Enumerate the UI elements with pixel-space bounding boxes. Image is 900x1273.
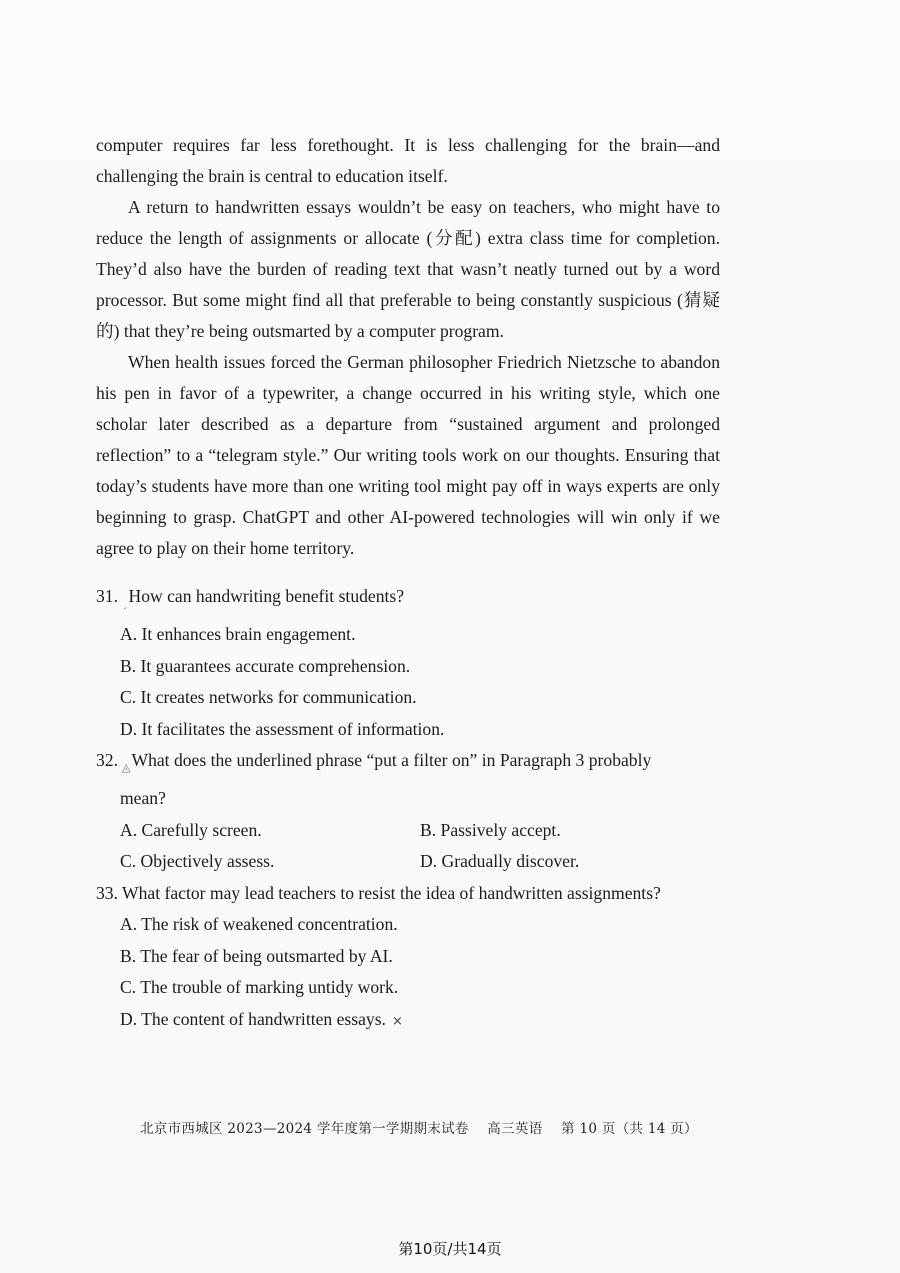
page-counter: 第10页/共14页 [398, 1240, 502, 1258]
option-b: B. The fear of being outsmarted by AI. [120, 945, 393, 966]
option-d: D. It facilitates the assessment of information. [120, 718, 445, 739]
pencil-mark-icon: ◬ [122, 760, 131, 774]
option-d: D. The content of handwritten essays. [120, 1008, 386, 1029]
option-row [96, 815, 726, 847]
option-c: C. The trouble of marking untidy work. [120, 977, 399, 998]
question-number: 33. [96, 882, 118, 903]
exam-footer [140, 1117, 698, 1137]
question-stem [96, 745, 726, 783]
exam-subject: 高三英语 [487, 1121, 543, 1137]
question-33 [96, 878, 726, 1038]
cross-mark-icon: × [391, 1013, 403, 1029]
option-d: D. Gradually discover. [420, 851, 580, 872]
question-text-continued: mean? [120, 788, 166, 809]
option-a: A. It enhances brain engagement. [120, 624, 356, 645]
exam-title: 北京市西城区 2023—2024 学年度第一学期期末试卷 [140, 1121, 469, 1137]
question-stem [96, 878, 726, 910]
option-c: C. It creates networks for communication. [120, 687, 417, 708]
question-number: 31. [96, 586, 118, 606]
option-c: C. Objectively assess. [120, 851, 275, 872]
paragraph-3: When health issues forced the German philosopher Friedrich Nietzsche to abandon his pen in favor of a typewriter, a change occurred in his writing style, which one scholar later described as a departure from “sustained argument and prolonged reflection” to a “telegram style.” Our writing tools work on our thoughts. Ensuring that today’s students have more than one writing tool might pay off in ways experts are only beginning to grasp. ChatGPT and other AI-powered technologies will win only if we agree to play on their home territory. [96, 352, 720, 558]
question-text: What factor may lead teachers to resist the idea of handwritten assignments? [122, 882, 661, 903]
option-b: B. It guarantees accurate comprehension. [120, 655, 411, 676]
option-a: A. Carefully screen. [120, 819, 262, 840]
question-number: 32. [96, 750, 118, 771]
question-32 [96, 745, 726, 878]
exam-page-number: 第 10 页（共 14 页） [561, 1121, 698, 1137]
question-stem [96, 581, 726, 619]
paragraph-1: computer requires far less forethought. It is less challenging for the brain—and challenging the brain is central to education itself. [96, 135, 720, 186]
option-a: A. The risk of weakened concentration. [120, 914, 398, 935]
pencil-mark-icon: ˏ [122, 596, 128, 610]
question-text: What does the underlined phrase “put a filter on” in Paragraph 3 probably [131, 750, 652, 771]
question-31 [96, 581, 726, 745]
question-list [96, 581, 726, 1037]
paragraph-2: A return to handwritten essays wouldn’t be easy on teachers, who might have to reduce the length of assignments or allocate (分配) extra class time for completion. They’d also have the burden of reading text that wasn’t neatly turned out by a word processor. But some might find all that preferable to being constantly suspicious (猜疑的) that they’re being outsmarted by a computer program. [96, 197, 720, 341]
question-text: How can handwriting benefit students? [128, 586, 405, 606]
option-b: B. Passively accept. [420, 819, 561, 840]
option-d-wrapper [96, 1004, 726, 1038]
reading-passage [96, 130, 720, 564]
option-row [96, 846, 726, 878]
